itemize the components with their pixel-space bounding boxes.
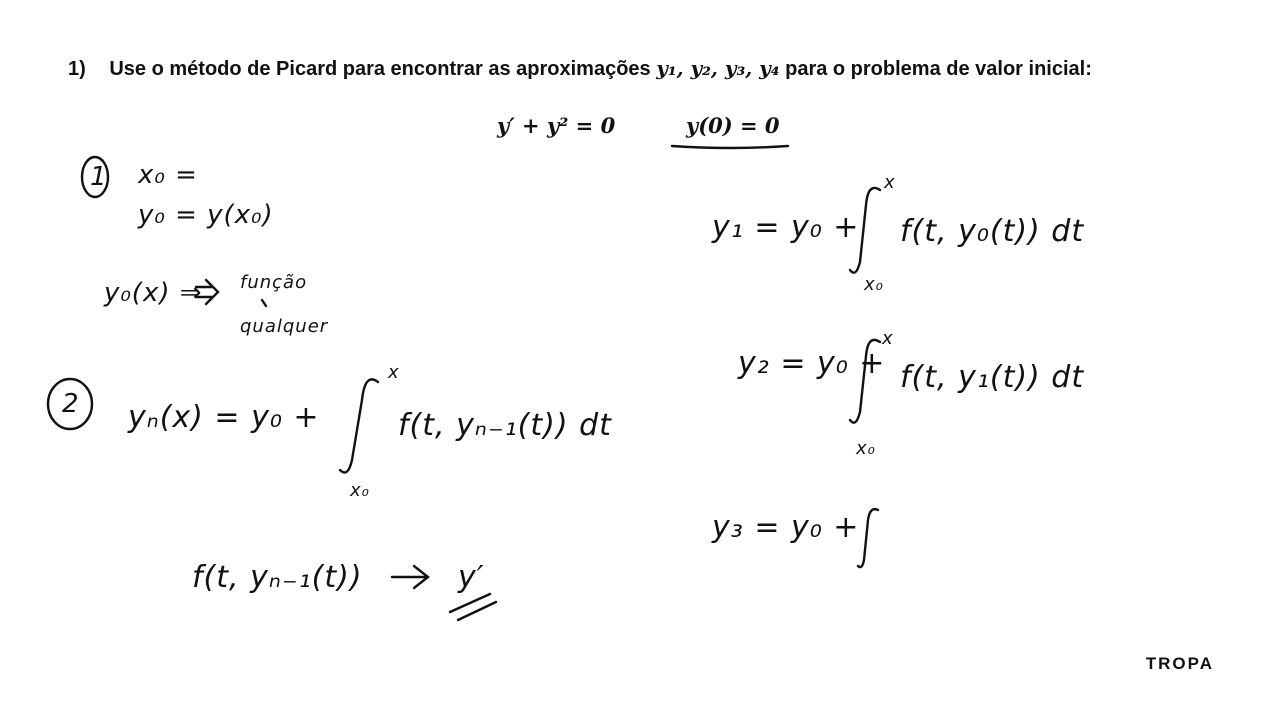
f-arrow-rhs: y′ [458,560,485,595]
y2-integrand: f(t, y₁(t)) dt [900,360,1085,395]
initial-condition-underline [672,146,788,148]
y1-integrand: f(t, y₀(t)) dt [900,214,1085,249]
step1-marker: 1 [90,162,108,192]
funcao-note: função [240,272,308,293]
problem-text-after: para o problema de valor inicial: [785,58,1092,80]
tropa-logo: TROPA [1145,654,1214,673]
y1-lower-limit: x₀ [864,274,884,295]
y0-line: y₀ = y(x₀) [138,200,274,230]
problem-approximations: y₁, y₂, y₃, y₄ [656,56,780,80]
y2-upper-limit: x [882,328,894,349]
y2-lhs: y₂ = y₀ + [738,346,886,381]
y1-upper-limit: x [884,172,896,193]
yn-lower-limit: x₀ [350,480,370,501]
integral-y3-icon [858,509,878,567]
yn-lhs: yₙ(x) = y₀ + [128,400,320,435]
f-arrow-lhs: f(t, yₙ₋₁(t)) [192,560,363,595]
y-prime-double-underline [450,594,496,620]
step2-marker: 2 [62,389,80,419]
qualquer-note: qualquer [240,316,329,337]
y2-lower-limit: x₀ [856,438,876,459]
y3-lhs: y₃ = y₀ + [712,510,860,545]
y1-lhs: y₁ = y₀ + [712,210,860,245]
problem-number: 1) [68,58,86,80]
problem-text-before: Use o método de Picard para encontrar as aproximações [109,58,651,80]
initial-condition: y(0) = 0 [686,113,780,138]
arrow-right-icon [392,566,428,588]
yn-integrand: f(t, yₙ₋₁(t)) dt [398,408,612,443]
integral-yn-icon [340,379,378,472]
x0-line: x₀ = [138,160,198,190]
yn-upper-limit: x [388,362,400,383]
ode-equation: y′ + y² = 0 [497,113,616,138]
y0x-line: y₀(x) ⇒ [104,278,203,308]
